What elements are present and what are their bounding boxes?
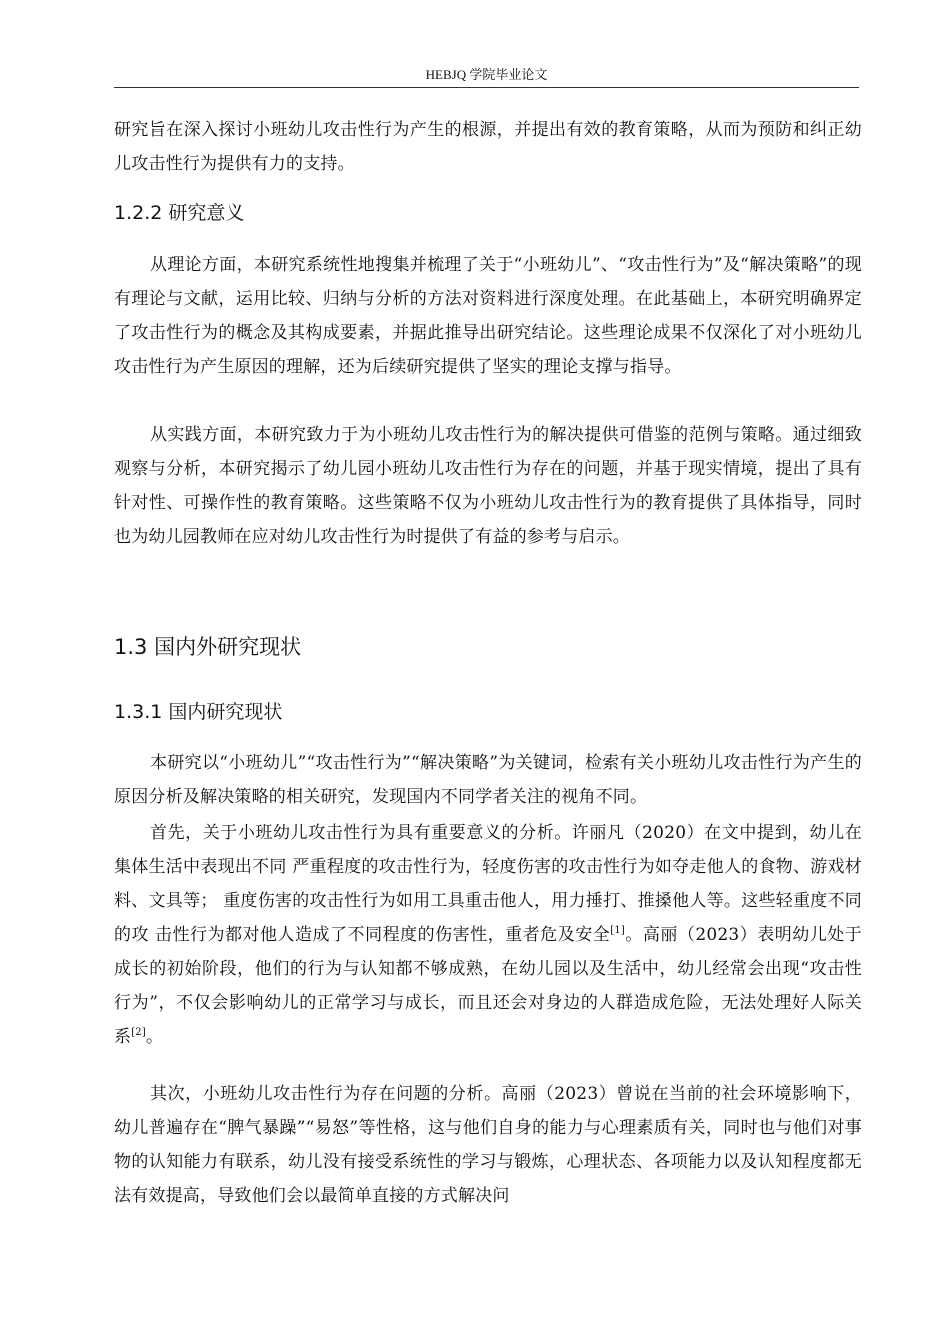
intro-paragraph: 研究旨在深入探讨小班幼儿攻击性行为产生的根源，并提出有效的教育策略，从而为预防和纠正幼儿攻击性行为提供有力的支持。 (114, 120, 862, 174)
first-analysis-text-b: 。高丽（2023）表明幼儿处于成长的初始阶段，他们的行为与认知都不够成熟，在幼儿园以及生活中，幼儿经常会出现“攻击性行为”，不仅会影响幼儿的正常学习与成长，而且还会对身边的人群造成危险，无法处理好人际关系 (114, 925, 862, 1047)
practice-paragraph: 从实践方面，本研究致力于为小班幼儿攻击性行为的解决提供可借鉴的范例与策略。通过细致观察与分析，本研究揭示了幼儿园小班幼儿攻击性行为存在的问题，并基于现实情境，提出了具有针对性、可操作性的教育策略。这些策略不仅为小班幼儿攻击性行为的教育提供了具体指导，同时也为幼儿园教师在应对幼儿攻击性行为时提供了有益的参考与启示。 (114, 425, 862, 547)
first-analysis-text-c: 。 (145, 1027, 164, 1047)
citation-1: [1] (610, 925, 625, 936)
heading-1-2-2: 1.2.2 研究意义 (114, 202, 245, 224)
heading-1-3: 1.3 国内外研究现状 (114, 635, 302, 659)
domestic-intro-paragraph: 本研究以“小班幼儿”“攻击性行为”“解决策略”为关键词，检索有关小班幼儿攻击性行为产生的原因分析及解决策略的相关研究，发现国内不同学者关注的视角不同。 (114, 753, 862, 807)
first-analysis-paragraph (114, 816, 862, 1054)
heading-1-3-1: 1.3.1 国内研究现状 (114, 701, 283, 723)
page-header: HEBJQ 学院毕业论文 (114, 62, 859, 88)
second-analysis-paragraph: 其次，小班幼儿攻击性行为存在问题的分析。高丽（2023）曾说在当前的社会环境影响下，幼儿普遍存在“脾气暴躁”“易怒”等性格，这与他们自身的能力与心理素质有关，同时也与他们对事物的认知能力有联系，幼儿没有接受系统性的学习与锻炼，心理状态、各项能力以及认知程度都无法有效提高，导致他们会以最简单直接的方式解决问 (114, 1084, 862, 1206)
theory-paragraph: 从理论方面，本研究系统性地搜集并梳理了关于“小班幼儿”、“攻击性行为”及“解决策略”的现有理论与文献，运用比较、归纳与分析的方法对资料进行深度处理。在此基础上，本研究明确界定了攻击性行为的概念及其构成要素，并据此推导出研究结论。这些理论成果不仅深化了对小班幼儿攻击性行为产生原因的理解，还为后续研究提供了坚实的理论支撑与指导。 (114, 255, 862, 377)
citation-2: [2] (131, 1027, 146, 1038)
first-analysis-text-a: 首先，关于小班幼儿攻击性行为具有重要意义的分析。许丽凡（2020）在文中提到，幼儿在集体生活中表现出不同 严重程度的攻击性行为，轻度伤害的攻击性行为如夺走他人的食物、游戏材料、文具等； 重度伤害的攻击性行为如用工具重击他人，用力捶打、推搡他人等。这些轻重度不同的攻 击性行为都对他人造成了不同程度的伤害性，重者危及安全 (114, 823, 862, 945)
